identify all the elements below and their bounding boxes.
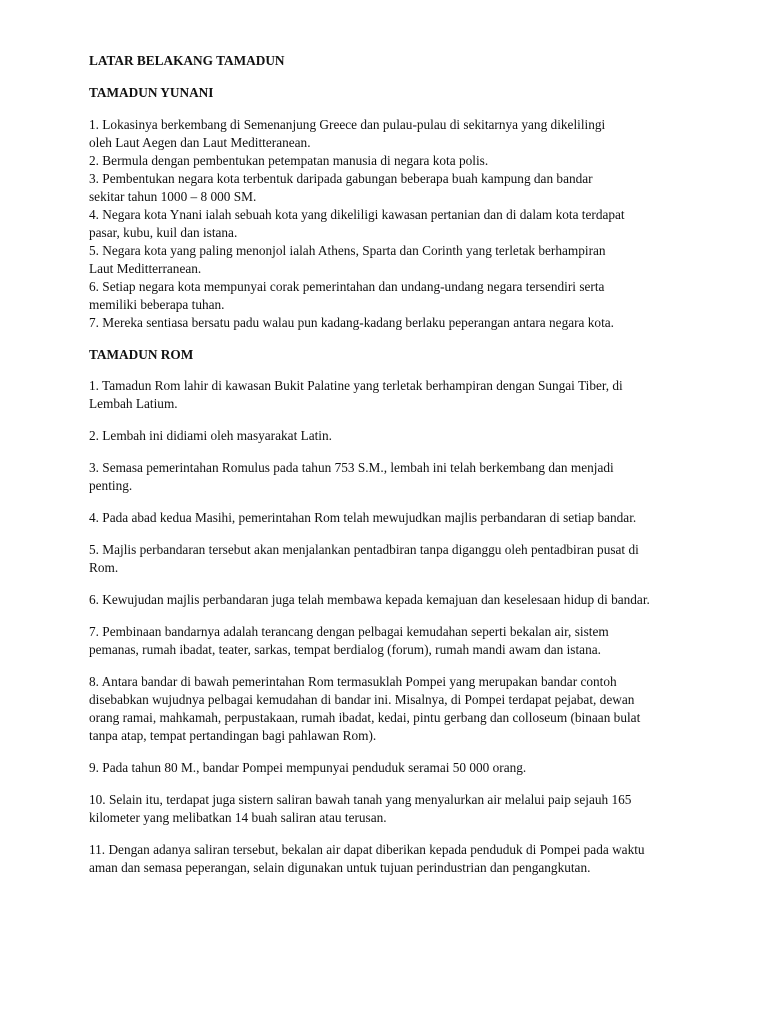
rom-item-2: 2. Lembah ini didiami oleh masyarakat Latin. xyxy=(89,428,332,443)
yunani-item-1: 1. Lokasinya berkembang di Semenanjung Greece dan pulau-pulau di sekitarnya yang dikelilingi oleh Laut Aegen dan Laut Meditteranean. xyxy=(89,117,606,150)
yunani-item-6: 6. Setiap negara kota mempunyai corak pemerintahan dan undang-undang negara tersendiri serta memiliki beberapa tuhan. xyxy=(89,279,605,312)
rom-list xyxy=(89,377,689,877)
document-page xyxy=(89,52,689,891)
yunani-item-3: 3. Pembentukan negara kota terbentuk daripada gabungan beberapa buah kampung dan bandar sekitar tahun 1000 – 8 000 SM. xyxy=(89,171,593,204)
yunani-item-7: 7. Mereka sentiasa bersatu padu walau pun kadang-kadang berlaku peperangan antara negara kota. xyxy=(89,315,614,330)
rom-item-11: 11. Dengan adanya saliran tersebut, bekalan air dapat diberikan kepada penduduk di Pompei pada waktu aman dan semasa peperangan, selain digunakan untuk tujuan perindustrian dan pengangkutan. xyxy=(89,842,645,875)
section-heading-yunani: TAMADUN YUNANI xyxy=(89,85,214,100)
rom-item-8: 8. Antara bandar di bawah pemerintahan Rom termasuklah Pompei yang merupakan bandar contoh disebabkan wujudnya pelbagai kemudahan di bandar ini. Misalnya, di Pompei terdapat pejabat, dewan orang ramai, mahkamah, perpustakaan, rumah ibadat, kedai, pintu gerbang dan colloseum (binaan bulat tanpa atap, tempat pertandingan bagi pahlawan Rom). xyxy=(89,674,641,743)
rom-item-7: 7. Pembinaan bandarnya adalah terancang dengan pelbagai kemudahan seperti bekalan air, sistem pemanas, rumah ibadat, teater, sarkas, tempat berdialog (forum), rumah mandi awam dan istana. xyxy=(89,624,609,657)
rom-item-5: 5. Majlis perbandaran tersebut akan menjalankan pentadbiran tanpa diganggu oleh pentadbiran pusat di Rom. xyxy=(89,542,639,575)
yunani-item-5: 5. Negara kota yang paling menonjol ialah Athens, Sparta dan Corinth yang terletak berhampiran Laut Meditterranean. xyxy=(89,243,606,276)
yunani-item-2: 2. Bermula dengan pembentukan petempatan manusia di negara kota polis. xyxy=(89,153,489,168)
yunani-list xyxy=(89,116,689,332)
rom-item-3: 3. Semasa pemerintahan Romulus pada tahun 753 S.M., lembah ini telah berkembang dan menjadi penting. xyxy=(89,460,614,493)
rom-item-6: 6. Kewujudan majlis perbandaran juga telah membawa kepada kemajuan dan keselesaan hidup di bandar. xyxy=(89,592,650,607)
document-title: LATAR BELAKANG TAMADUN xyxy=(89,53,285,68)
section-heading-rom: TAMADUN ROM xyxy=(89,347,194,362)
rom-item-10: 10. Selain itu, terdapat juga sistern saliran bawah tanah yang menyalurkan air melalui paip sejauh 165 kilometer yang melibatkan 14 buah saliran atau terusan. xyxy=(89,792,632,825)
rom-item-4: 4. Pada abad kedua Masihi, pemerintahan Rom telah mewujudkan majlis perbandaran di setiap bandar. xyxy=(89,510,637,525)
rom-item-9: 9. Pada tahun 80 M., bandar Pompei mempunyai penduduk seramai 50 000 orang. xyxy=(89,760,527,775)
yunani-item-4: 4. Negara kota Ynani ialah sebuah kota yang dikeliligi kawasan pertanian dan di dalam kota terdapat pasar, kubu, kuil dan istana. xyxy=(89,207,625,240)
rom-item-1: 1. Tamadun Rom lahir di kawasan Bukit Palatine yang terletak berhampiran dengan Sungai Tiber, di Lembah Latium. xyxy=(89,378,623,411)
